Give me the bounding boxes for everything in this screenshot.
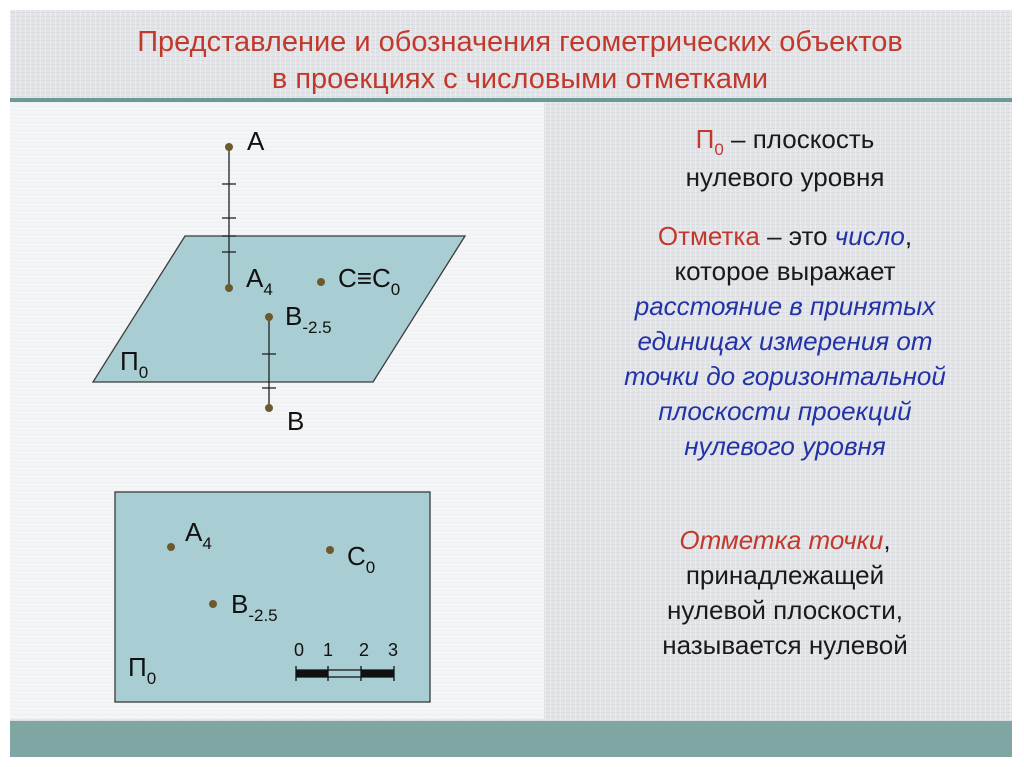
mark-dash: – это [767, 221, 828, 251]
point-a [225, 143, 233, 151]
plan-label-c0: $C_0$ [347, 541, 376, 577]
p0-definition [575, 122, 995, 195]
label-c: $C\equiv C_0$ [338, 263, 401, 299]
point-a4 [225, 284, 233, 292]
point-mark-definition [575, 523, 995, 663]
scale-label-2: 2 [358, 640, 370, 660]
mark-line-5: точки до горизонтальной [624, 361, 946, 391]
p0-text-2: нулевого уровня [685, 162, 885, 192]
label-plane-p0: $П_0$ [120, 346, 149, 382]
scale-label-0: 0 [293, 640, 305, 660]
point-mark: Отметка точки [679, 525, 884, 555]
mark-line-7: нулевого уровня [684, 431, 886, 461]
mark-line-2: которое выражает [674, 256, 896, 286]
mark-number: число [834, 221, 905, 251]
scale-label-3: 3 [387, 640, 399, 660]
mark-line-3: расстояние в принятых [634, 291, 936, 321]
label-a: A [247, 126, 265, 156]
plan-point-a4 [167, 543, 175, 551]
label-a4: $A_4$ [246, 263, 273, 299]
point-b [265, 404, 273, 412]
mark-definition [555, 219, 1015, 464]
mark-word: Отметка [657, 221, 760, 251]
point-line-2: принадлежащей [685, 560, 885, 590]
mark-comma: , [904, 221, 913, 251]
label-b: B [287, 406, 305, 436]
point-b-proj [265, 313, 273, 321]
scale-label-1: 1 [322, 640, 334, 660]
plan-point-c0 [326, 546, 334, 554]
mark-line-6: плоскости проекций [658, 396, 912, 426]
p0-subscript: 0 [714, 140, 724, 159]
plan-point-b [209, 600, 217, 608]
point-line-3: нулевой плоскости, [667, 595, 903, 625]
plan-label-p0: $П_0$ [128, 652, 157, 688]
label-b-proj: $B_{-2.5}$ [285, 301, 332, 337]
plan-label-b: $B_{-2.5}$ [231, 589, 278, 625]
point-comma: , [883, 525, 891, 555]
plane-p0 [93, 236, 465, 382]
title-line-1: Представление и обозначения геометрических объектов [137, 26, 903, 58]
plan-label-a4: $A_4$ [185, 517, 212, 553]
mark-line-4: единицах измерения от [637, 326, 933, 356]
p0-symbol: П [695, 124, 715, 154]
point-c [317, 278, 325, 286]
p0-text-1: – плоскость [731, 124, 875, 154]
point-line-4: называется нулевой [662, 630, 908, 660]
title-line-2: в проекциях с числовыми отметками [271, 63, 769, 95]
